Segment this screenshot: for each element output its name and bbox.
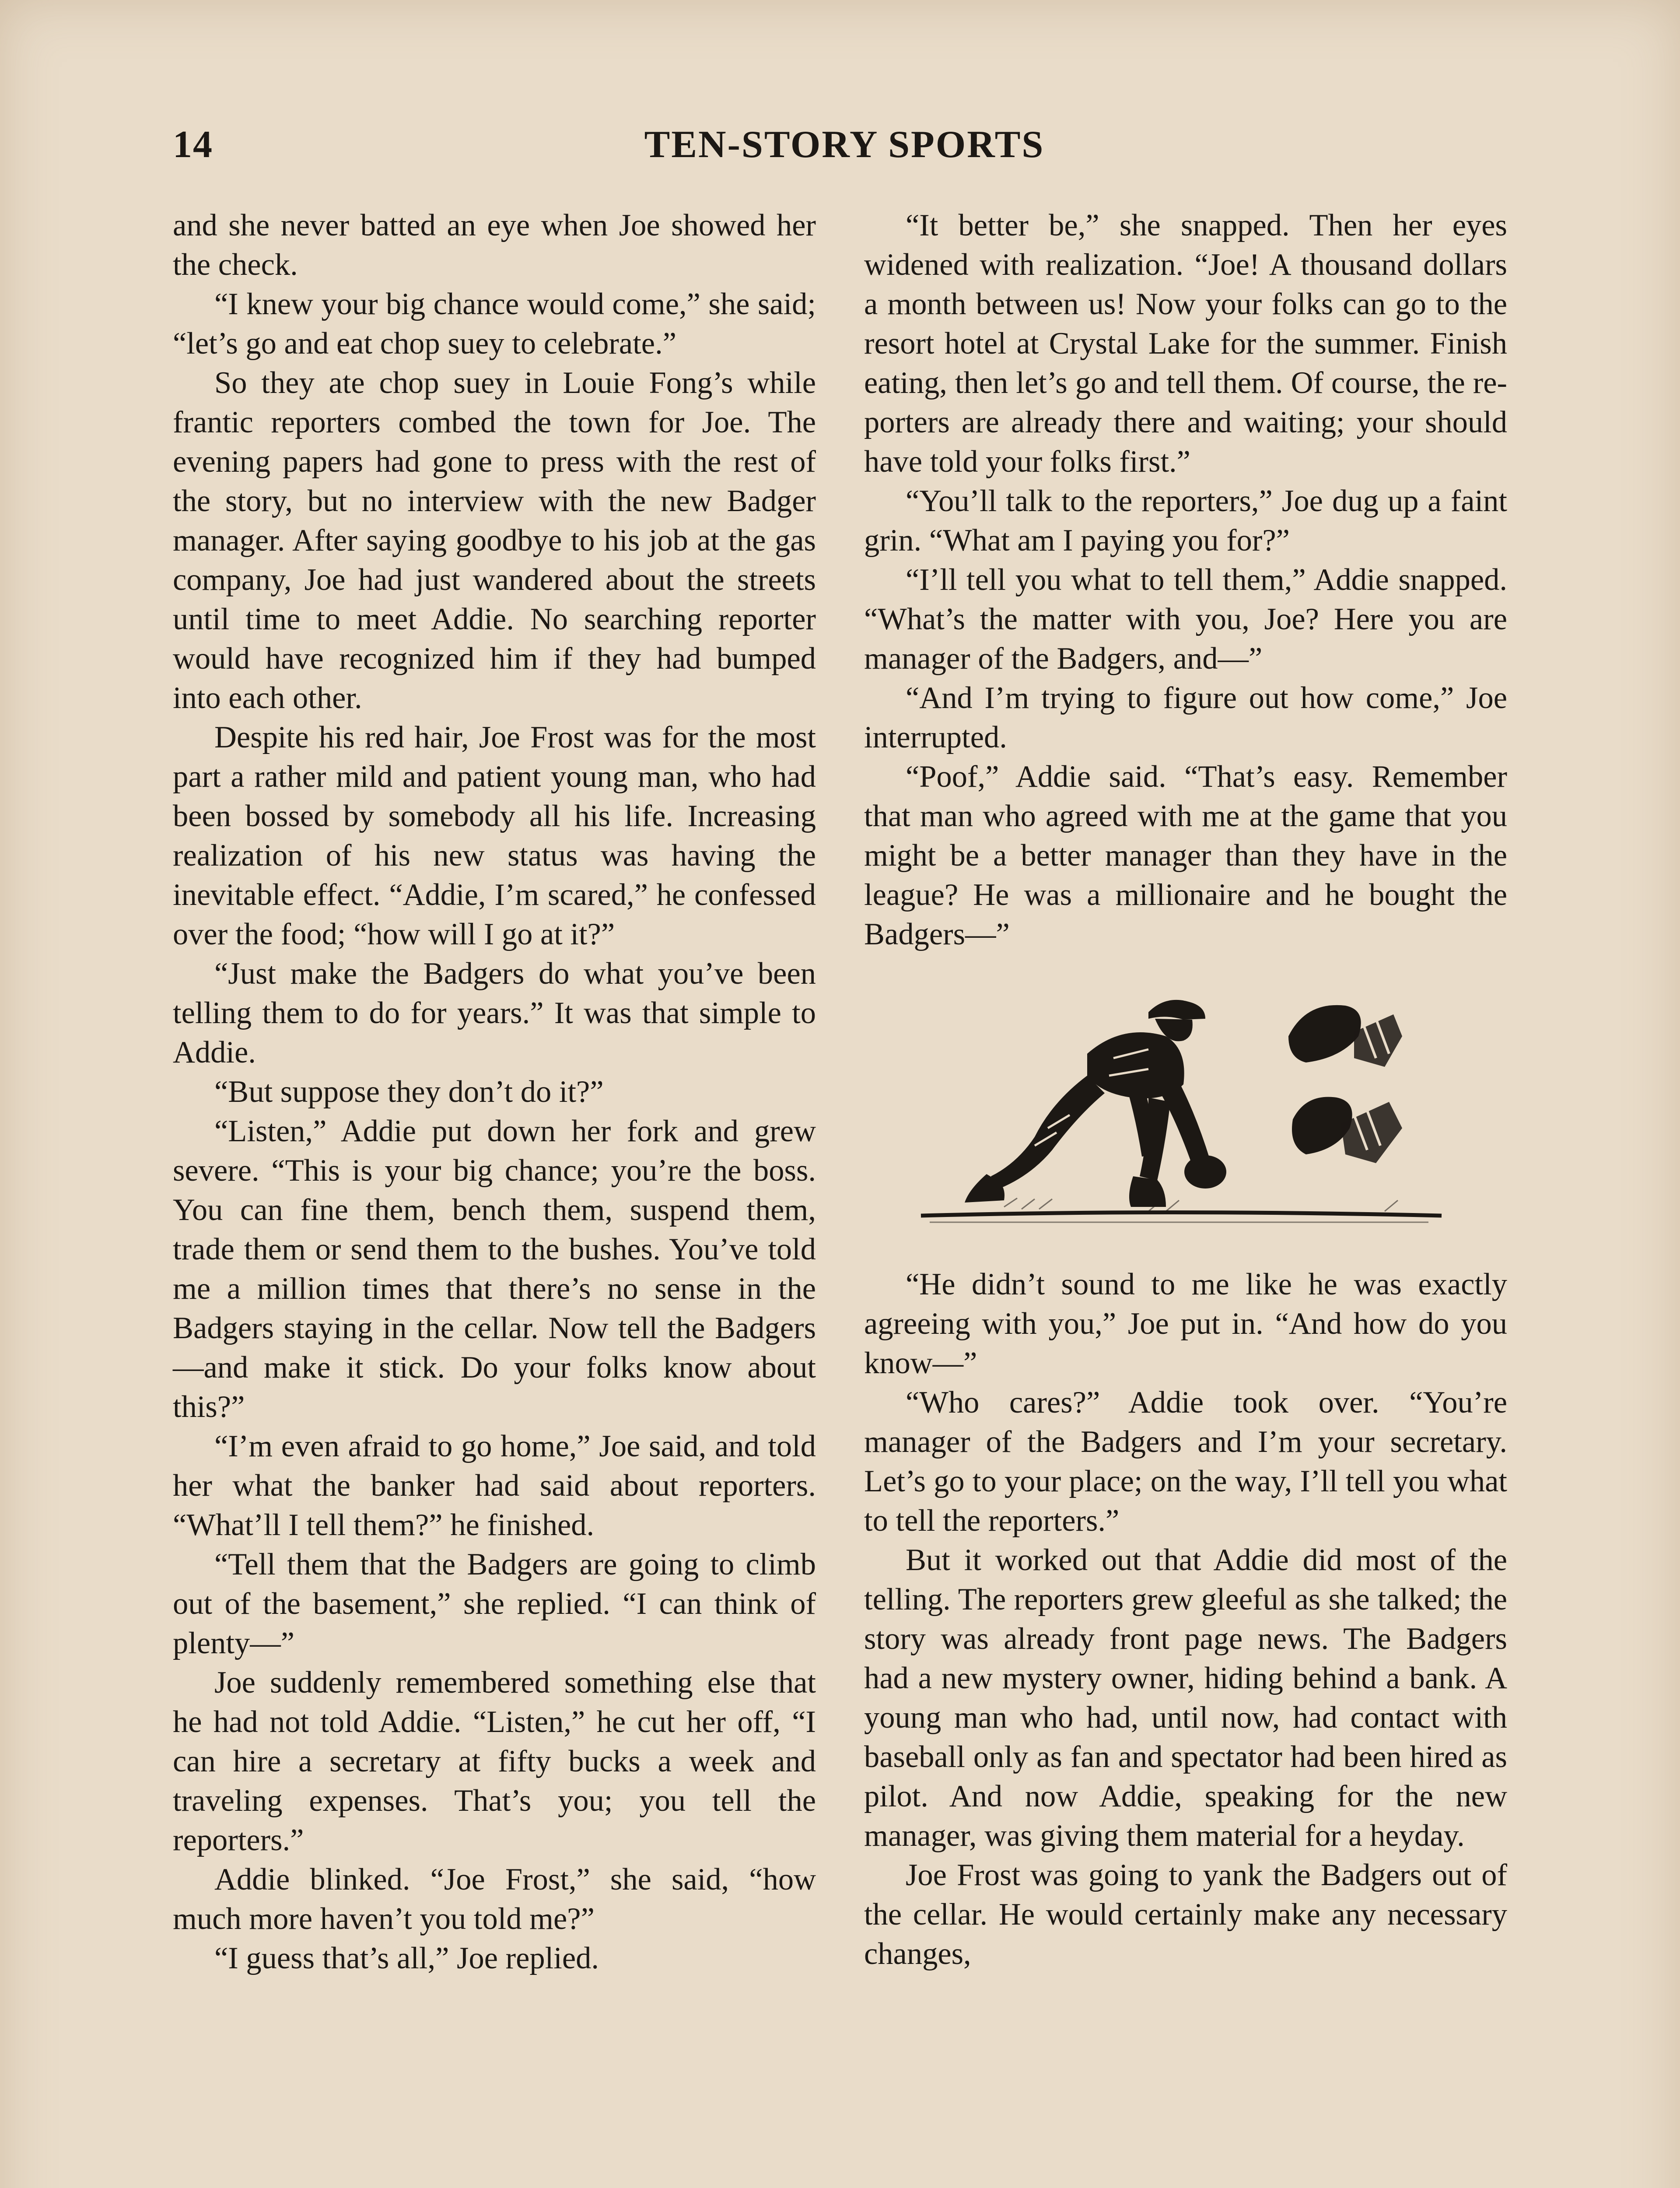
- running-head: TEN-STORY SPORTS: [644, 123, 1045, 166]
- paragraph: “I’ll tell you what to tell them,” Addie snapped. “What’s the matter with you, Joe? Here you are manager of the Badgers, and—”: [864, 563, 1507, 676]
- paragraph: “It better be,” she snapped. Then her eyes widened with realization. “Joe! A thousand dollars a month between us! Now your folks can go to the resort hotel at Crystal Lake for the summer. Finish eating, then let’s go and tell them. Of course, the reporters are already there and waiting; your should have told your folks first.”: [864, 208, 1507, 479]
- paragraph: “I guess that’s all,” Joe replied.: [214, 1941, 599, 1975]
- paragraph: “But suppose they don’t do it?”: [214, 1075, 604, 1109]
- paragraph: “Poof,” Addie said. “That’s easy. Remember that man who agreed with me at the game that you might be a better manager than they have in the league? He was a millionaire and he bought the Badgers—”: [864, 760, 1507, 951]
- paragraph: “I’m even afraid to go home,” Joe said, and told her what the banker had said about reporters. “What’ll I tell them?” he finished.: [173, 1429, 816, 1542]
- paragraph: “And I’m trying to figure out how come,” Joe interrupted.: [864, 681, 1507, 754]
- paragraph: “Who cares?” Addie took over. “You’re manager of the Badgers and I’m your secretary. Let’s go to your place; on the way, I’ll tell you what to tell the reporters.”: [864, 1385, 1507, 1538]
- paragraph: and she never batted an eye when Joe showed her the check.: [173, 208, 816, 282]
- paragraph: So they ate chop suey in Louie Fong’s while frantic reporters combed the town for Joe. The evening papers had gone to press with the rest of the story, but no interview with the new Badger manager. After saying goodbye to his job at the gas company, Joe had just wandered about the streets until time to meet Addie. No searching reporter would have recognized him if they had bumped into each other.: [173, 366, 816, 715]
- paragraph: “Just make the Badgers do what you’ve been telling them to do for years.” It was that simple to Addie.: [173, 957, 816, 1069]
- paragraph: “Tell them that the Badgers are going to climb out of the basement,” she replied. “I can think of plenty—”: [173, 1547, 816, 1660]
- paragraph: Addie blinked. “Joe Frost,” she said, “how much more haven’t you told me?”: [173, 1862, 816, 1936]
- paragraph: “You’ll talk to the reporters,” Joe dug up a faint grin. “What am I paying you for?”: [864, 484, 1507, 558]
- left-column: [173, 206, 816, 1978]
- paragraph: Joe Frost was going to yank the Badgers out of the cellar. He would certainly make any necessary changes,: [864, 1858, 1507, 1971]
- paragraph: “He didn’t sound to me like he was exactly agreeing with you,” Joe put in. “And how do you know—”: [864, 1267, 1507, 1380]
- paragraph: “Listen,” Addie put down her fork and grew severe. “This is your big chance; you’re the boss. You can fine them, bench them, suspend them, trade them or send them to the bushes. You’ve told me a million times that there’s no sense in the Badgers staying in the cellar. Now tell the Badgers—and make it stick. Do your folks know about this?”: [173, 1114, 816, 1424]
- paragraph: “I knew your big chance would come,” she said; “let’s go and eat chop suey to celebrate.”: [173, 287, 816, 361]
- right-column: [864, 206, 1507, 1974]
- paragraph: Despite his red hair, Joe Frost was for the most part a rather mild and patient young man, who had been bossed by somebody all his life. Increasing realization of his new status was having the inevitable effect. “Addie, I’m scared,” he confessed over the food; “how will I go at it?”: [173, 720, 816, 951]
- paragraph: But it worked out that Addie did most of the telling. The reporters grew gleeful as she talked; the story was already front page news. The Badgers had a new mystery owner, hiding behind a bank. A young man who had, until now, had contact with baseball only as fan and spectator had been hired as pilot. And now Addie, speaking for the new manager, was giving them material for a heyday.: [864, 1543, 1507, 1853]
- paragraph: Joe suddenly remembered something else that he had not told Addie. “Listen,” he cut her off, “I can hire a secretary at fifty bucks a week and traveling expenses. That’s you; you tell the reporters.”: [173, 1666, 816, 1857]
- page-header: [173, 123, 1516, 179]
- baseball-player-fielding-illustration: [903, 971, 1463, 1233]
- page-number: 14: [173, 123, 213, 166]
